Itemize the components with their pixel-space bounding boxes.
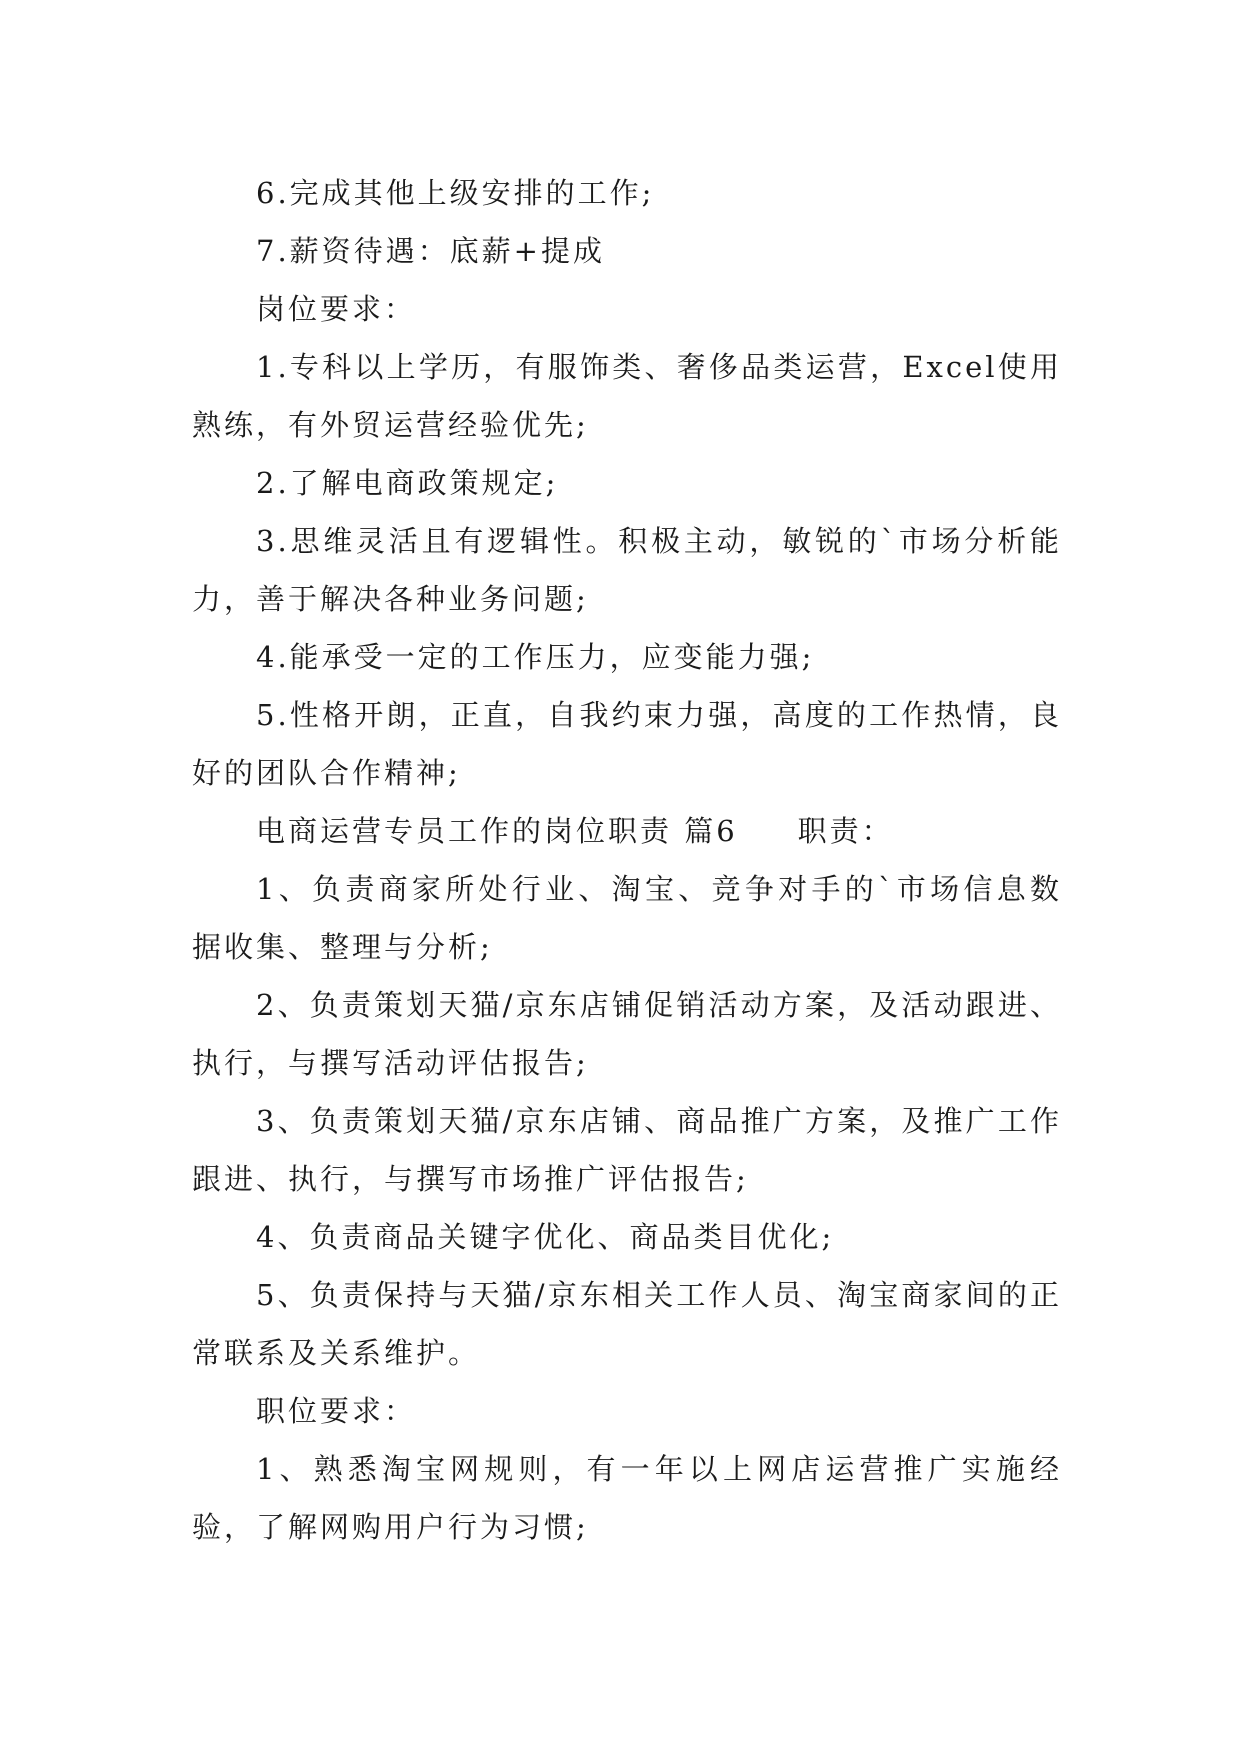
requirement-item-1: 1.专科以上学历，有服饰类、奢侈品类运营，Excel使用熟练，有外贸运营经验优先; — [192, 350, 1062, 442]
duty-item-3: 3、负责策划天猫/京东店铺、商品推广方案，及推广工作跟进、执行，与撰写市场推广评估报告; — [192, 1104, 1062, 1196]
document-body — [192, 164, 1062, 1556]
duty-item-1: 1、负责商家所处行业、淘宝、竞争对手的`市场信息数据收集、整理与分析; — [192, 872, 1062, 964]
paragraph-salary: 7.薪资待遇：底薪+提成 — [256, 234, 605, 268]
requirement-item-4: 4.能承受一定的工作压力，应变能力强; — [256, 640, 815, 674]
job-requirements-heading: 岗位要求： — [256, 292, 417, 326]
duty-item-5: 5、负责保持与天猫/京东相关工作人员、淘宝商家间的正常联系及关系维护。 — [192, 1278, 1062, 1370]
paragraph-item-6: 6.完成其他上级安排的工作; — [256, 176, 655, 210]
requirement-item-3: 3.思维灵活且有逻辑性。积极主动，敏锐的`市场分析能力，善于解决各种业务问题; — [192, 524, 1062, 616]
position-requirement-item-1: 1、熟悉淘宝网规则，有一年以上网店运营推广实施经验，了解网购用户行为习惯; — [192, 1452, 1062, 1544]
position-requirements-heading: 职位要求： — [256, 1394, 417, 1428]
section-title: 电商运营专员工作的岗位职责 篇6 — [256, 814, 738, 848]
section-heading — [192, 802, 1062, 860]
duties-label: 职责： — [797, 814, 894, 848]
requirement-item-2: 2.了解电商政策规定; — [256, 466, 559, 500]
requirement-item-5: 5.性格开朗，正直，自我约束力强，高度的工作热情，良好的团队合作精神; — [192, 698, 1062, 790]
duty-item-4: 4、负责商品关键字优化、商品类目优化; — [256, 1220, 835, 1254]
duty-item-2: 2、负责策划天猫/京东店铺促销活动方案，及活动跟进、执行，与撰写活动评估报告; — [192, 988, 1062, 1080]
